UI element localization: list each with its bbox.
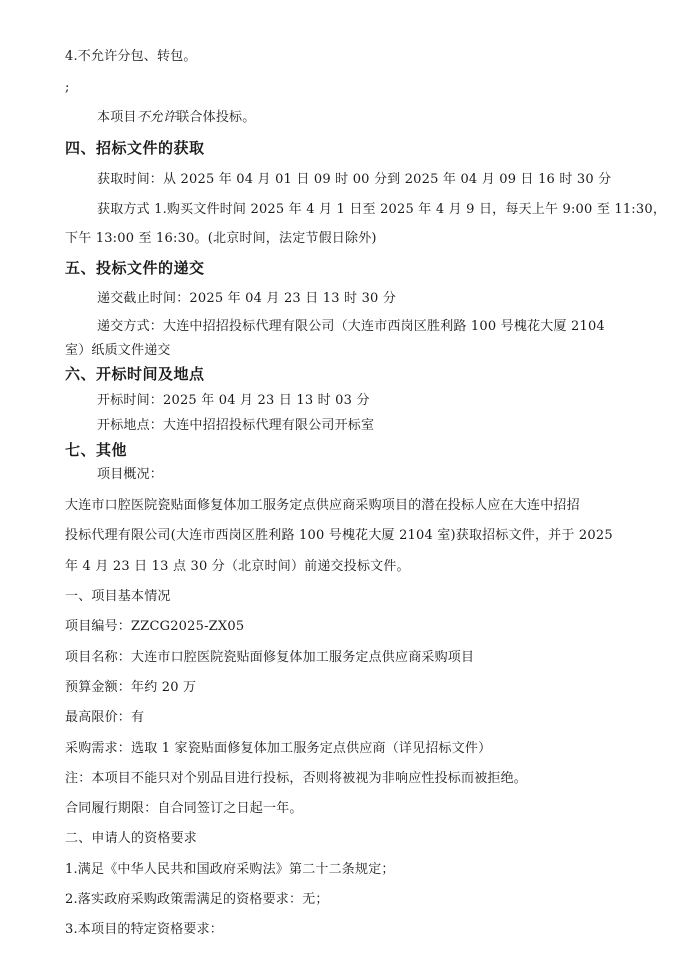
obtain-method-cont: 下午 13:00 至 16:30。(北京时间，法定节假日除外): [65, 231, 377, 246]
clause-no-subcontract: 4.不允许分包、转包。: [65, 49, 197, 64]
obtain-time: 获取时间：从 2025 年 04 月 01 日 09 时 00 分到 2025 年 04 月 09 日 16 时 30 分: [97, 172, 612, 187]
opening-time: 开标时间：2025 年 04 月 23 日 13 时 03 分: [97, 393, 370, 408]
bidding-note: 注：本项目不能只对个别品目进行投标，否则将被视为非响应性投标而被拒绝。: [65, 771, 528, 786]
qualification-1: 1.满足《中华人民共和国政府采购法》第二十二条规定；: [65, 862, 395, 877]
project-number: 项目编号：ZZCG2025-ZX05: [65, 619, 245, 634]
budget-amount: 预算金额：年约 20 万: [65, 680, 197, 695]
section-heading-submission: 五、投标文件的递交: [65, 259, 205, 277]
procurement-demand: 采购需求：选取 1 家瓷贴面修复体加工服务定点供应商（详见招标文件）: [65, 741, 492, 756]
section-heading-opening: 六、开标时间及地点: [65, 365, 205, 383]
max-price: 最高限价：有: [65, 710, 145, 725]
subheading-basic-info: 一、项目基本情况: [65, 589, 171, 604]
section-heading-other: 七、其他: [65, 441, 128, 459]
consortium-clause-a: 本项目: [97, 110, 137, 125]
project-overview-label: 项目概况：: [97, 467, 164, 482]
consortium-clause-c: 联合体投标。: [176, 110, 256, 125]
consortium-clause-emphasis: 不允许: [136, 110, 177, 125]
overview-line-2: 投标代理有限公司(大连市西岗区胜利路 100 号槐花大厦 2104 室)获取招标文件，并于 2025: [65, 528, 613, 543]
overview-line-1: 大连市口腔医院瓷贴面修复体加工服务定点供应商采购项目的潜在投标人应在大连中招招: [65, 498, 580, 513]
submission-deadline: 递交截止时间：2025 年 04 月 23 日 13 时 30 分: [97, 291, 397, 306]
section-heading-obtain: 四、招标文件的获取: [65, 139, 205, 157]
overview-line-3: 年 4 月 23 日 13 点 30 分（北京时间）前递交投标文件。: [65, 559, 410, 574]
stray-semicolon: ;: [65, 80, 70, 95]
submission-method: 递交方式：大连中招招投标代理有限公司（大连市西岗区胜利路 100 号槐花大厦 2104: [97, 319, 605, 334]
contract-period: 合同履行期限：自合同签订之日起一年。: [65, 801, 303, 816]
submission-method-cont: 室）纸质文件递交: [65, 343, 171, 358]
obtain-method: 获取方式 1.购买文件时间 2025 年 4 月 1 日至 2025 年 4 月 9 日，每天上午 9:00 至 11:30，: [97, 202, 667, 217]
opening-place: 开标地点：大连中招招投标代理有限公司开标室: [97, 418, 375, 433]
qualification-2: 2.落实政府采购政策需满足的资格要求：无；: [65, 892, 329, 907]
subheading-qualifications: 二、申请人的资格要求: [65, 831, 198, 846]
consortium-clause: [97, 109, 255, 127]
qualification-3: 3.本项目的特定资格要求：: [65, 922, 224, 937]
project-name: 项目名称：大连市口腔医院瓷贴面修复体加工服务定点供应商采购项目: [65, 650, 475, 665]
